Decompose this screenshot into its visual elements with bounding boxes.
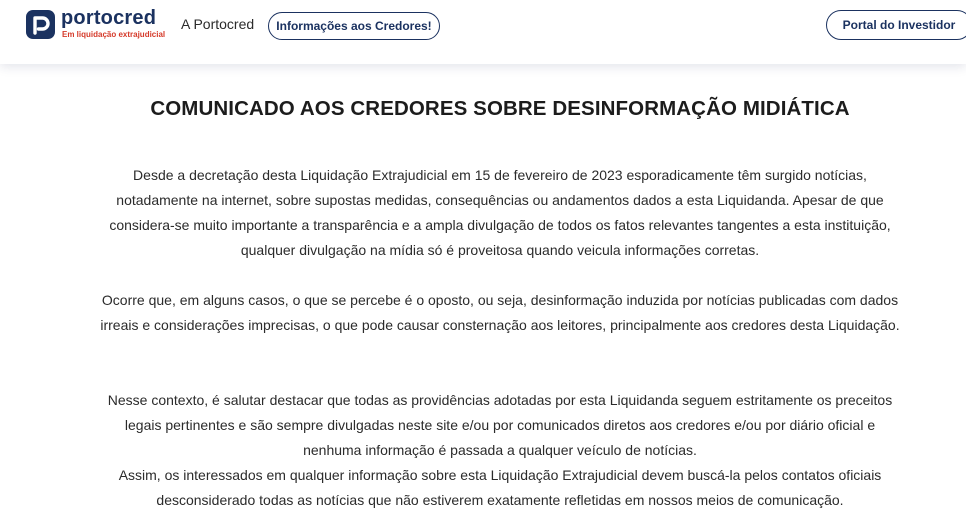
nav-link-a-portocred[interactable]: A Portocred xyxy=(181,16,255,32)
logo-wordmark: portocred xyxy=(61,7,157,29)
creditors-info-button[interactable]: Informações aos Credores! xyxy=(268,12,440,40)
site-header xyxy=(0,0,966,64)
logo-tagline: Em liquidação extrajudicial xyxy=(62,30,166,39)
article-paragraph: Assim, os interessados em qualquer informação sobre esta Liquidação Extrajudicial devem buscá-la pelos contatos oficiais desconsiderado todas as notícias que não estiverem exatamente refletidas em nossos meios de comunicação. xyxy=(118,467,882,508)
portocred-p-logo-icon xyxy=(26,10,55,39)
page-title: COMUNICADO AOS CREDORES SOBRE DESINFORMAÇÃO MIDIÁTICA xyxy=(150,97,850,120)
article-paragraph: Ocorre que, em alguns casos, o que se percebe é o oposto, ou seja, desinformação induzida por notícias publicadas com dados irreais e considerações imprecisas, o que pode causar consternação aos leitores, principalmente aos credores desta Liquidação. xyxy=(100,292,900,333)
article-paragraph: Nesse contexto, é salutar destacar que todas as providências adotadas por esta Liquidanda seguem estritamente os preceitos legais pertinentes e são sempre divulgadas neste site e/ou por comunicados diretos aos credores e/ou por diário oficial e nenhuma informação é passada a qualquer veículo de notícias. xyxy=(107,392,893,458)
article-paragraph: Desde a decretação desta Liquidação Extrajudicial em 15 de fevereiro de 2023 esporadicamente têm surgido notícias, notadamente na internet, sobre supostas medidas, consequências ou andamentos dados a esta Liquidanda. Apesar de que considera-se muito importante a transparência e a ampla divulgação de todos os fatos relevantes tangentes a esta instituição, qualquer divulgação na mídia só é proveitosa quando veicula informações corretas. xyxy=(109,167,891,258)
investor-portal-button[interactable]: Portal do Investidor xyxy=(826,10,966,40)
main-content xyxy=(0,64,966,522)
portocred-logo[interactable] xyxy=(26,7,166,44)
